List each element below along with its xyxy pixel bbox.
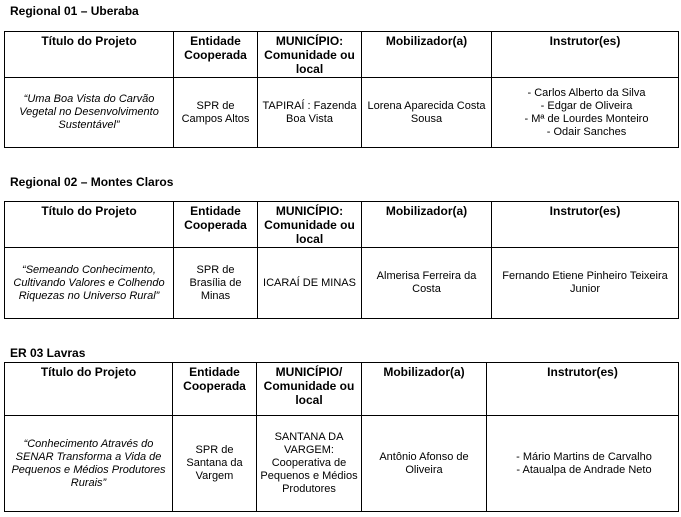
header-instrutor: Instrutor(es) [492, 202, 679, 248]
cell-instrutores [487, 416, 679, 512]
header-titulo: Título do Projeto [5, 32, 174, 78]
header-titulo: Título do Projeto [5, 202, 174, 248]
cell-mobilizador: Antônio Afonso de Oliveira [362, 416, 487, 512]
cell-mobilizador: Almerisa Ferreira da Costa [362, 248, 492, 319]
cell-mobilizador: Lorena Aparecida Costa Sousa [362, 78, 492, 148]
header-entidade: Entidade Cooperada [174, 32, 258, 78]
project-table-er-03 [4, 362, 679, 512]
table-row [5, 78, 679, 148]
cell-municipio: TAPIRAÍ : Fazenda Boa Vista [258, 78, 362, 148]
project-table-regional-01 [4, 31, 679, 148]
cell-instrutores: Fernando Etiene Pinheiro Teixeira Junior [492, 248, 679, 319]
header-municipio: MUNICÍPIO: Comunidade ou local [258, 202, 362, 248]
cell-instrutores [492, 78, 679, 148]
header-municipio: MUNICÍPIO/ Comunidade ou local [257, 363, 362, 416]
instrutor-line: - Odair Sanches [546, 125, 627, 138]
cell-projeto: “Semeando Conhecimento, Cultivando Valores e Colhendo Riquezas no Universo Rural” [5, 248, 174, 319]
section-title-regional-01: Regional 01 – Uberaba [10, 4, 139, 18]
table-row [5, 416, 679, 512]
table-header-row [5, 363, 679, 416]
table-row [5, 248, 679, 319]
cell-entidade: SPR de Santana da Vargem [173, 416, 257, 512]
header-mobilizador: Mobilizador(a) [362, 32, 492, 78]
instrutor-line: - Mª de Lourdes Monteiro [524, 112, 649, 125]
header-instrutor: Instrutor(es) [487, 363, 679, 416]
instrutor-line: - Carlos Alberto da Silva [527, 86, 646, 99]
cell-municipio: ICARAÍ DE MINAS [258, 248, 362, 319]
cell-municipio: SANTANA DA VARGEM: Cooperativa de Pequenos e Médios Produtores [257, 416, 362, 512]
cell-entidade: SPR de Brasília de Minas [174, 248, 258, 319]
cell-entidade: SPR de Campos Altos [174, 78, 258, 148]
header-titulo: Título do Projeto [5, 363, 173, 416]
section-title-regional-02: Regional 02 – Montes Claros [10, 175, 174, 189]
header-mobilizador: Mobilizador(a) [362, 202, 492, 248]
header-entidade: Entidade Cooperada [173, 363, 257, 416]
project-table-regional-02 [4, 201, 679, 319]
header-instrutor: Instrutor(es) [492, 32, 679, 78]
instrutor-line: - Mário Martins de Carvalho [516, 450, 652, 463]
header-entidade: Entidade Cooperada [174, 202, 258, 248]
section-title-er-03: ER 03 Lavras [10, 346, 86, 360]
cell-projeto: “Uma Boa Vista do Carvão Vegetal no Desenvolvimento Sustentável” [5, 78, 174, 148]
header-municipio: MUNICÍPIO: Comunidade ou local [258, 32, 362, 78]
instrutor-line: - Edgar de Oliveira [540, 99, 633, 112]
header-mobilizador: Mobilizador(a) [362, 363, 487, 416]
cell-projeto: “Conhecimento Através do SENAR Transforma a Vida de Pequenos e Médios Produtores Rurais” [5, 416, 173, 512]
table-header-row [5, 202, 679, 248]
instrutor-line: - Ataualpa de Andrade Neto [516, 463, 652, 476]
table-header-row [5, 32, 679, 78]
